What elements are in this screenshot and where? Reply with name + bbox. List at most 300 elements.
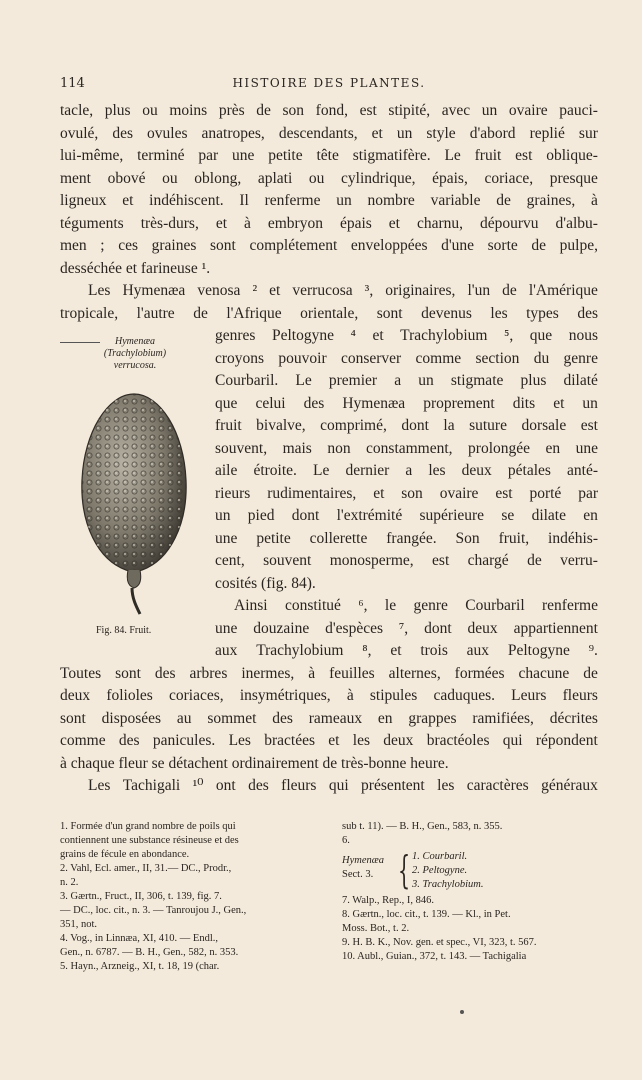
body-word: collerette — [309, 529, 368, 547]
body-word: deux — [467, 619, 498, 637]
caption-leader-line — [60, 342, 100, 343]
body-word: souvent, — [215, 439, 268, 457]
body-word: celui — [255, 394, 286, 412]
body-word: ovulé, — [60, 124, 99, 142]
body-word: aplati — [257, 169, 293, 187]
body-word: complétement — [249, 237, 338, 254]
body-word: verrucosa — [292, 282, 353, 299]
body-word: ou — [308, 169, 325, 187]
body-word: fond, — [315, 102, 348, 119]
body-text-line — [60, 663, 598, 685]
body-word: les — [352, 732, 370, 749]
body-word: d'albu- — [555, 214, 598, 232]
body-word: en — [545, 439, 561, 457]
body-text-line — [234, 595, 598, 617]
page-number: 114 — [60, 76, 85, 91]
body-word: Ainsi — [234, 597, 268, 614]
body-word: genre — [563, 349, 598, 367]
fruit-base — [127, 570, 141, 588]
body-word: coriaces, — [168, 687, 224, 704]
body-word: types — [526, 304, 559, 322]
body-word: une — [215, 529, 238, 547]
body-word: une — [575, 439, 598, 457]
footnote-line: — DC., loc. cit., n. 3. — Tanroujou J., Gen., — [60, 905, 247, 916]
body-word: dilaté — [563, 372, 598, 389]
body-text-line: desséchée et farineuse ¹. — [60, 259, 211, 277]
body-word: sont — [60, 709, 86, 727]
body-word: des — [577, 304, 598, 322]
body-word: et — [373, 484, 385, 502]
footnote-line: sub t. 11). — B. H., Gen., 583, n. 355. — [342, 821, 503, 832]
body-word: ⁷, — [398, 619, 409, 637]
footnote-line: Gen., n. 6787. — B. H., Gen., 582, n. 353. — [60, 947, 239, 958]
body-word: Peltogyne — [271, 327, 334, 344]
body-word: pauci- — [559, 102, 598, 119]
body-word: se — [501, 507, 515, 524]
body-text-line — [215, 618, 598, 640]
body-word: à — [346, 687, 354, 704]
body-word: renferme — [542, 597, 598, 614]
body-word: orientale, — [300, 304, 359, 322]
figure-caption-species: verrucosa. — [113, 360, 157, 371]
body-word: est — [359, 102, 377, 119]
body-word: chacune — [518, 664, 570, 682]
body-word: dépourvu — [480, 214, 539, 232]
body-word: ; — [100, 237, 105, 254]
body-word: ⁴ — [350, 327, 356, 344]
body-word: genre — [413, 597, 448, 614]
body-word: de — [583, 664, 598, 682]
body-word: appartiennent — [513, 619, 598, 637]
body-word: trois — [420, 642, 448, 659]
body-word: comprimé, — [320, 417, 387, 434]
footnote-line: 1. Formée d'un grand nombre de poils qui — [60, 821, 236, 832]
body-word: ¹⁰ — [192, 777, 204, 794]
figure-caption-section: (Trachylobium) — [103, 348, 167, 359]
body-word: qui — [502, 732, 523, 749]
body-text-line — [60, 213, 598, 235]
body-word: l'Amérique — [528, 282, 598, 299]
body-word: épais — [339, 214, 372, 232]
body-word: par — [198, 147, 219, 164]
brace-glyph: { — [398, 848, 411, 892]
body-text-line: cosités (fig. 84). — [215, 574, 316, 592]
body-word: Le — [444, 147, 461, 164]
body-text-line — [60, 685, 598, 707]
body-word: ramifiées, — [472, 709, 534, 727]
body-word: son — [282, 102, 305, 119]
body-word: bractées — [264, 732, 316, 749]
body-word: les — [437, 777, 455, 794]
body-word: ovaire — [508, 102, 548, 119]
body-word: de — [531, 237, 547, 254]
body-word: ovaire — [439, 484, 479, 502]
body-word: à — [243, 214, 251, 232]
body-word: les — [490, 304, 508, 322]
body-text-line: à chaque fleur se détachent ordinairement de très-bonne heure. — [60, 754, 449, 772]
body-word: Courbaril. — [215, 372, 279, 389]
body-word: deux — [461, 462, 492, 479]
body-text-line — [88, 775, 598, 797]
body-word: ou — [162, 169, 178, 187]
body-text-line — [215, 325, 598, 347]
body-text-line — [60, 708, 598, 730]
body-word: verru- — [560, 552, 598, 569]
body-word: de — [256, 102, 271, 119]
body-word: Peltogyne — [507, 642, 570, 659]
body-text-line — [215, 415, 598, 437]
body-word: pulpe, — [559, 237, 598, 254]
body-word: par — [578, 484, 598, 502]
body-word: dits — [512, 394, 536, 412]
body-word: est — [515, 147, 533, 164]
body-word: sorte — [487, 237, 518, 254]
fruit-stalk — [132, 588, 140, 614]
body-word: nous — [568, 327, 598, 344]
body-word: inermes, — [241, 664, 295, 682]
body-word: petite — [268, 147, 303, 164]
body-word: fruit, — [498, 529, 530, 547]
body-word: arbres — [189, 664, 228, 682]
body-word: rameaux — [308, 709, 363, 727]
body-word: Toutes — [60, 664, 102, 682]
body-word: ⁶, — [358, 597, 368, 614]
body-word: cylindrique, — [341, 169, 416, 187]
body-word: venosa — [197, 282, 241, 299]
body-word: ² — [252, 282, 258, 299]
body-word: sur — [578, 124, 598, 142]
body-word: d'abord — [469, 124, 516, 142]
body-word: croyons — [215, 349, 265, 367]
body-word: un — [215, 507, 231, 524]
body-word: fruit — [215, 417, 242, 434]
body-word: la — [443, 417, 455, 434]
body-word: Trachylobium — [400, 327, 488, 344]
body-word: folioles — [106, 687, 153, 704]
body-text-line — [215, 640, 598, 662]
body-word: est — [495, 484, 513, 502]
figure-caption — [60, 336, 210, 372]
body-word: comme — [60, 732, 106, 749]
body-text-line — [60, 145, 598, 167]
body-word: aile — [215, 462, 238, 479]
body-word: a — [405, 462, 413, 479]
body-word: descendants, — [278, 124, 358, 142]
body-word: stipules — [369, 687, 418, 704]
body-word: constitué — [284, 597, 341, 614]
body-word: alternes, — [388, 664, 441, 682]
body-text-line — [215, 438, 598, 460]
body-word: fleurs — [562, 687, 598, 704]
footnote-line: 3. Gærtn., Fruct., II, 306, t. 139, fig. 7. — [60, 891, 222, 902]
footnote-line: 6. — [342, 835, 350, 846]
body-word: et — [388, 214, 400, 232]
body-word: petite — [256, 529, 291, 547]
body-word: plus — [104, 102, 131, 119]
fruit-illustration — [76, 388, 192, 616]
body-word: que — [215, 394, 238, 412]
body-word: son — [401, 484, 423, 502]
body-word: premier — [328, 372, 378, 389]
body-word: et — [372, 327, 384, 344]
footnote-line: 4. Vog., in Linnæa, XI, 410. — Endl., — [60, 933, 218, 944]
body-text-line — [60, 123, 598, 145]
body-word: pouvoir — [278, 349, 327, 367]
footnote-line: n. 2. — [60, 877, 79, 888]
page-header — [60, 76, 598, 96]
footnote-line: 351, not. — [60, 919, 98, 930]
body-word: présentent — [361, 777, 425, 794]
body-word: épais, — [432, 169, 468, 187]
body-word: constamment, — [366, 439, 453, 457]
brace-item: 2. Peltogyne. — [412, 865, 468, 876]
body-word: de — [527, 552, 542, 569]
body-word: pied — [247, 507, 275, 524]
footnote-line: Moss. Bot., t. 2. — [342, 923, 410, 934]
body-text-line — [60, 303, 598, 325]
body-word: ovules — [147, 124, 188, 142]
body-word: frangée. — [386, 529, 437, 547]
body-text-line — [88, 280, 598, 302]
body-word: replié — [529, 124, 565, 142]
body-word: de — [193, 304, 208, 322]
body-word: bractéoles — [426, 732, 490, 749]
body-word: et — [553, 394, 565, 412]
body-word: moins — [169, 102, 208, 119]
body-word: deux — [383, 732, 414, 749]
body-word: à — [590, 192, 598, 209]
figure-caption-genus: Hymenæa — [115, 336, 155, 347]
body-word: embryon — [267, 214, 323, 232]
body-word: étroite. — [253, 462, 297, 479]
body-word: monosperme, — [329, 552, 414, 569]
body-word: aux — [215, 642, 238, 659]
body-word: l'autre — [136, 304, 175, 322]
body-word: au — [176, 709, 192, 727]
body-word: douzaine — [253, 619, 310, 637]
body-word: ces — [118, 237, 139, 254]
body-word: style — [426, 124, 456, 142]
body-word: Tachigali — [122, 777, 181, 794]
body-word: de — [502, 282, 517, 299]
ink-speck — [460, 1010, 464, 1014]
body-word: les — [428, 462, 446, 479]
body-word: est — [432, 552, 450, 569]
body-word: conserver — [340, 349, 402, 367]
footnote-line: 8. Gærtn., loc. cit., t. 139. — Kl., in Pet. — [342, 909, 511, 920]
body-word: répondent — [535, 732, 598, 749]
body-text-line — [215, 348, 598, 370]
body-word: caractères — [466, 777, 529, 794]
body-word: stigmate — [450, 372, 504, 389]
body-word: tropicale, — [60, 304, 119, 322]
body-word: terminé — [137, 147, 185, 164]
body-word: nombre — [367, 192, 415, 209]
body-word: caduques. — [433, 687, 495, 704]
body-word: dernier — [345, 462, 390, 479]
footnote-line: 5. Hayn., Arzneig., XI, t. 18, 19 (char. — [60, 961, 220, 972]
body-word: un — [481, 102, 498, 119]
body-word: section — [475, 349, 520, 367]
body-word: d'une — [441, 237, 475, 254]
body-word: stigmatifère. — [352, 147, 431, 164]
body-word: Hymenæa — [122, 282, 186, 299]
body-word: dont — [401, 417, 429, 434]
body-word: ⁸, — [362, 642, 372, 659]
body-word: oblique- — [546, 147, 598, 164]
body-word: formées — [454, 664, 505, 682]
body-word: coriace, — [484, 169, 534, 187]
body-text-line — [215, 460, 598, 482]
body-word: porté — [529, 484, 562, 502]
body-word: sont — [376, 304, 403, 322]
body-word: panicules. — [152, 732, 216, 749]
body-word: a — [394, 372, 402, 389]
body-word: bivalve, — [256, 417, 306, 434]
body-word: ment — [60, 169, 91, 187]
body-word: Trachylobium — [256, 642, 344, 659]
body-word: presque — [549, 169, 598, 187]
body-word: l'un — [467, 282, 491, 299]
body-word: indéhis- — [548, 529, 598, 547]
body-text-line — [60, 168, 598, 190]
body-word: graines, — [526, 192, 576, 209]
body-word: un — [582, 394, 598, 412]
body-word: disposées — [101, 709, 162, 727]
body-word: rudimentaires, — [267, 484, 357, 502]
brace-item: 3. Trachylobium. — [412, 879, 484, 890]
section-brace-block — [342, 850, 600, 892]
body-text-line — [215, 528, 598, 550]
brace-item: 1. Courbaril. — [412, 851, 468, 862]
body-word: feuilles — [329, 664, 375, 682]
body-word: des — [118, 732, 140, 749]
body-word: une — [231, 147, 255, 164]
body-word: insymétriques, — [239, 687, 331, 704]
body-word: charnu, — [416, 214, 464, 232]
body-word: qui — [328, 777, 349, 794]
footnotes-right-column — [342, 820, 600, 964]
body-word: du — [533, 349, 550, 367]
body-text-line — [60, 235, 598, 257]
footnotes-left-column — [60, 820, 322, 974]
body-text-line — [60, 730, 598, 752]
body-word: mais — [282, 439, 312, 457]
body-word: plus — [520, 372, 547, 389]
body-word: Courbaril — [465, 597, 525, 614]
brace-genus-label: Hymenæa — [342, 855, 384, 866]
body-word: chargé — [467, 552, 509, 569]
body-word: ligneux — [60, 192, 107, 209]
body-word: stipité, — [388, 102, 431, 119]
brace-items — [412, 850, 483, 892]
body-word: dorsale — [521, 417, 567, 434]
body-word: à — [308, 664, 316, 682]
body-word: oblong, — [194, 169, 242, 187]
body-word: généraux — [541, 777, 598, 794]
footnote-line: grains de fécule en abondance. — [60, 849, 190, 860]
body-word: renferme — [264, 192, 321, 209]
body-word: comme — [415, 349, 462, 367]
body-word: un — [396, 124, 413, 142]
body-word: originaires, — [385, 282, 456, 299]
body-word: Le — [295, 372, 312, 389]
body-word: en — [377, 709, 393, 727]
body-word: très-durs, — [140, 214, 199, 232]
body-word: dont — [424, 619, 452, 637]
body-word: men — [60, 237, 87, 254]
body-text-line — [215, 483, 598, 505]
body-word: lui-même, — [60, 147, 124, 164]
body-word: supérieure — [419, 507, 485, 524]
body-word: ou — [142, 102, 158, 119]
body-word: et — [215, 214, 227, 232]
body-word: sont — [210, 237, 236, 254]
body-word: que — [529, 327, 553, 344]
body-word: Son — [455, 529, 480, 547]
body-text-line — [215, 370, 598, 392]
body-word: Les — [228, 732, 251, 749]
body-word: sont — [115, 664, 141, 682]
body-word: des — [248, 777, 269, 794]
body-word: indéhiscent. — [149, 192, 224, 209]
body-word: souvent — [263, 552, 312, 569]
body-word: et — [390, 642, 402, 659]
body-word: suture — [469, 417, 507, 434]
body-word: tête — [316, 147, 339, 164]
body-word: anté- — [567, 462, 598, 479]
body-word: et — [122, 192, 134, 209]
figure-label: Fig. 84. Fruit. — [96, 625, 152, 636]
body-word: grappes — [408, 709, 457, 727]
body-word: dilate — [531, 507, 566, 524]
body-word: ⁵, — [503, 327, 514, 344]
body-word: Les — [88, 282, 111, 299]
body-word: rieurs — [215, 484, 251, 502]
body-text-line — [60, 100, 598, 122]
body-word: et — [269, 282, 281, 299]
body-word: d'espèces — [325, 619, 384, 637]
body-word: cent, — [215, 552, 245, 569]
body-word: et — [328, 732, 340, 749]
body-word: des — [303, 394, 325, 412]
body-word: en — [583, 507, 598, 524]
body-word: fruit — [474, 147, 502, 164]
body-word: aux — [466, 642, 490, 659]
body-word: Hymenæa — [342, 394, 406, 412]
body-word: de — [496, 192, 511, 209]
body-word: fleurs — [281, 777, 317, 794]
body-text-line — [60, 190, 598, 212]
body-word: anatropes, — [201, 124, 265, 142]
body-text-line — [215, 550, 598, 572]
body-word: sommet — [207, 709, 257, 727]
body-word: dont — [291, 507, 320, 524]
brace-section-label: Sect. 3. — [342, 869, 374, 880]
body-word: l'Afrique — [226, 304, 282, 322]
footnote-line: 2. Vahl, Ecl. amer., II, 31.— DC., Prodr., — [60, 863, 232, 874]
body-word: un — [418, 372, 434, 389]
body-word: ont — [215, 777, 236, 794]
body-word: Leurs — [511, 687, 547, 704]
body-word: des — [154, 664, 176, 682]
body-word: des — [272, 709, 293, 727]
body-word: Les — [88, 777, 111, 794]
body-word: téguments — [60, 214, 124, 232]
body-word: le — [384, 597, 397, 614]
body-word: prolongée — [468, 439, 531, 457]
body-word: devenus — [421, 304, 472, 322]
